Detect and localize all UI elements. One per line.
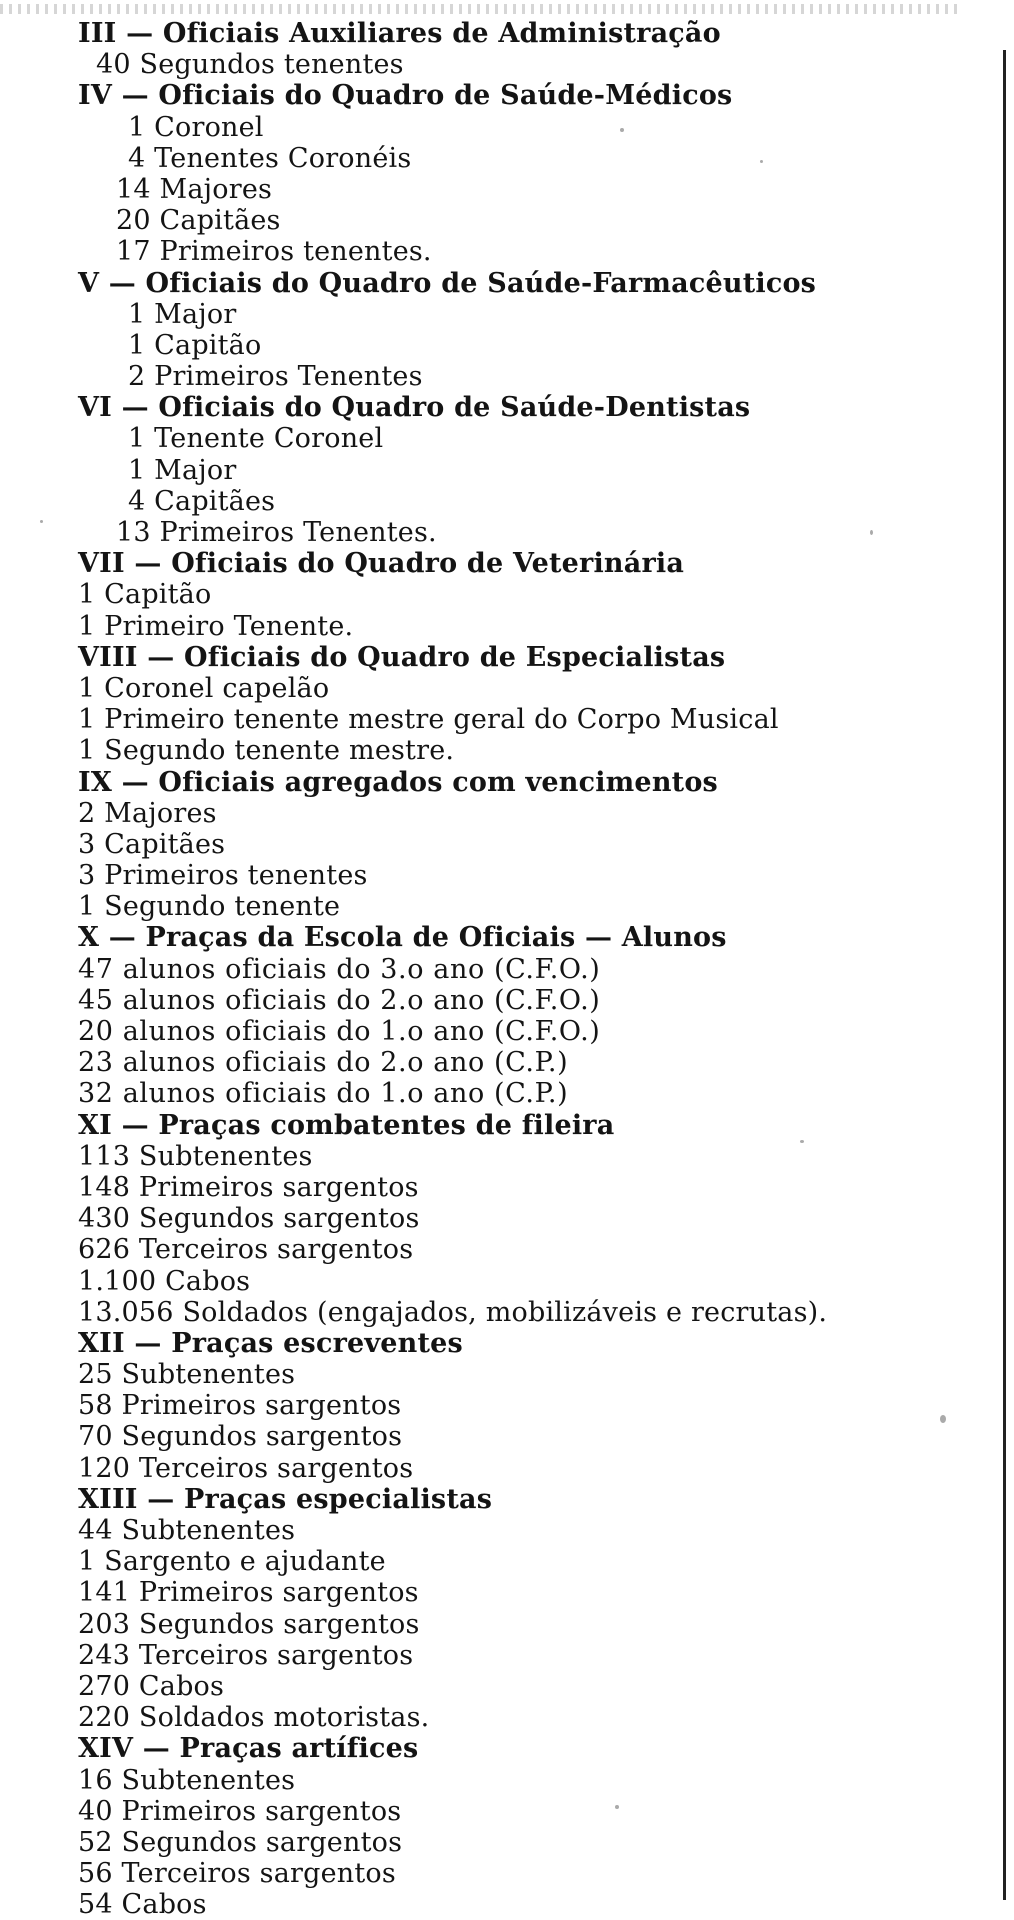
scan-noise-strip: [0, 4, 960, 14]
list-item: 25 Subtenentes: [78, 1359, 296, 1391]
section-heading-iv: IV — Oficiais do Quadro de Saúde-Médicos: [78, 80, 733, 112]
list-item: 44 Subtenentes: [78, 1515, 296, 1546]
list-item: 113 Subtenentes: [78, 1140, 313, 1172]
list-item: 52 Segundos sargentos: [78, 1826, 403, 1858]
list-item: 148 Primeiros sargentos: [78, 1171, 419, 1203]
list-item: 141 Primeiros sargentos: [78, 1577, 419, 1609]
list-item: 16 Subtenentes: [78, 1764, 296, 1796]
list-item: 58 Primeiros sargentos: [78, 1390, 402, 1422]
section-heading-x: X — Praças da Escola de Oficiais — Alunos: [78, 922, 727, 954]
list-item: 47 alunos oficiais do 3.o ano (C.F.O.): [78, 953, 601, 985]
list-item: 220 Soldados motoristas.: [78, 1702, 430, 1734]
list-item: 40 Segundos tenentes: [96, 49, 404, 81]
list-item: 4 Capitães: [128, 485, 276, 517]
list-item: 2 Primeiros Tenentes: [128, 361, 423, 393]
section-heading-iii: III — Oficiais Auxiliares de Administração: [78, 18, 721, 49]
list-item: 70 Segundos sargentos: [78, 1421, 403, 1453]
list-item: 20 alunos oficiais do 1.o ano (C.F.O.): [78, 1016, 601, 1047]
column-rule: [1003, 50, 1006, 1900]
list-item: 40 Primeiros sargentos: [78, 1795, 402, 1827]
personnel-listing: [78, 18, 998, 1920]
list-item: 56 Terceiros sargentos: [78, 1858, 396, 1890]
list-item: 14 Majores: [116, 173, 273, 205]
list-item: 270 Cabos: [78, 1670, 225, 1702]
scan-speck: [40, 520, 43, 523]
section-heading-v: V — Oficiais do Quadro de Saúde-Farmacêuticos: [78, 267, 817, 299]
section-heading-xii: XII — Praças escreventes: [78, 1327, 463, 1359]
list-item: 13.056 Soldados (engajados, mobilizáveis e recrutas).: [78, 1296, 828, 1328]
list-item: 1 Sargento e ajudante: [78, 1546, 386, 1578]
list-item: 1 Coronel capelão: [78, 672, 330, 704]
list-item: 3 Capitães: [78, 828, 226, 860]
list-item: 1.100 Cabos: [78, 1265, 251, 1297]
list-item: 1 Segundo tenente mestre.: [78, 735, 455, 767]
list-item: 203 Segundos sargentos: [78, 1608, 420, 1640]
list-item: 1 Primeiro tenente mestre geral do Corpo Musical: [78, 704, 779, 736]
list-item: 2 Majores: [78, 797, 217, 829]
section-heading-vi: VI — Oficiais do Quadro de Saúde-Dentistas: [78, 392, 751, 424]
list-item: 1 Segundo tenente: [78, 891, 341, 923]
list-item: 45 alunos oficiais do 2.o ano (C.F.O.): [78, 984, 601, 1016]
list-item: 32 alunos oficiais do 1.o ano (C.P.): [78, 1078, 569, 1110]
list-item: 430 Segundos sargentos: [78, 1203, 420, 1235]
section-heading-xiv: XIV — Praças artífices: [78, 1733, 419, 1765]
list-item: 4 Tenentes Coronéis: [128, 142, 412, 174]
section-heading-viii: VIII — Oficiais do Quadro de Especialistas: [78, 641, 726, 673]
section-heading-xiii: XIII — Praças especialistas: [78, 1483, 493, 1515]
list-item: 17 Primeiros tenentes.: [116, 236, 432, 268]
list-item: 1 Coronel: [128, 111, 264, 143]
list-item: 1 Major: [128, 454, 237, 486]
list-item: 23 alunos oficiais do 2.o ano (C.P.): [78, 1047, 569, 1079]
list-item: 13 Primeiros Tenentes.: [116, 517, 437, 548]
section-heading-xi: XI — Praças combatentes de fileira: [78, 1109, 615, 1141]
section-heading-ix: IX — Oficiais agregados com vencimentos: [78, 766, 718, 798]
list-item: 3 Primeiros tenentes: [78, 860, 368, 892]
section-heading-vii: VII — Oficiais do Quadro de Veterinária: [78, 548, 685, 580]
list-item: 243 Terceiros sargentos: [78, 1639, 414, 1671]
list-item: 1 Major: [128, 298, 237, 330]
list-item: 20 Capitães: [116, 205, 281, 237]
list-item: 120 Terceiros sargentos: [78, 1452, 414, 1484]
list-item: 626 Terceiros sargentos: [78, 1234, 414, 1266]
list-item: 1 Primeiro Tenente.: [78, 610, 354, 642]
list-item: 1 Capitão: [128, 329, 262, 361]
list-item: 54 Cabos: [78, 1889, 207, 1920]
list-item: 1 Capitão: [78, 579, 212, 611]
list-item: 1 Tenente Coronel: [128, 423, 384, 455]
